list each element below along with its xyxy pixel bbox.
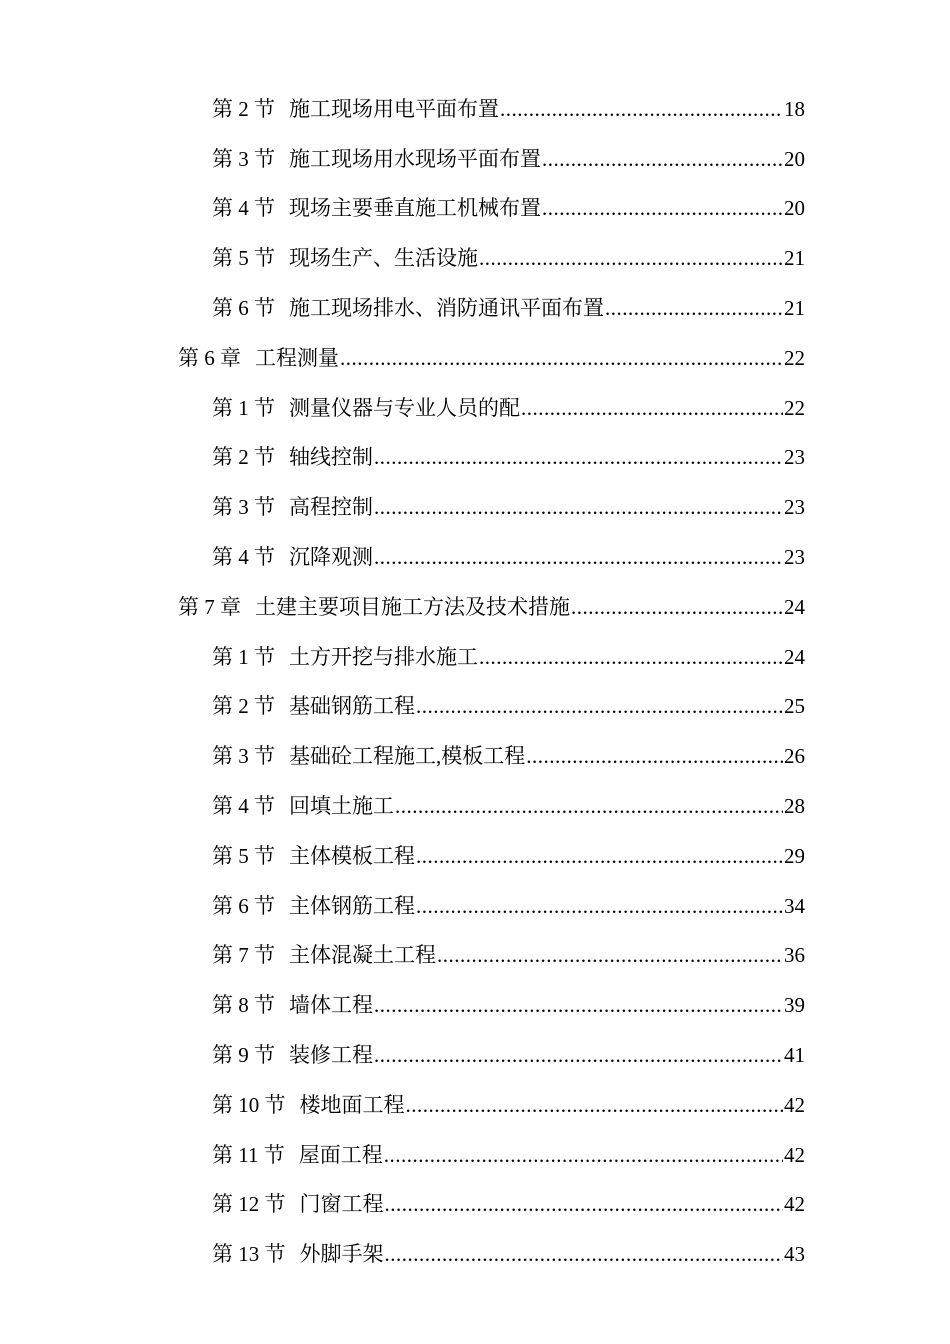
toc-entry-section[interactable]: [0, 233, 950, 283]
toc-dot-leader: [385, 1237, 784, 1271]
toc-entry-title: 现场主要垂直施工机械布置: [289, 196, 541, 221]
toc-entry-title: 回填土施工: [289, 794, 394, 819]
toc-page-number: 39: [784, 993, 805, 1018]
toc-dot-leader: [385, 1187, 784, 1221]
toc-entry-title: 工程测量: [255, 345, 339, 370]
toc-entry-title: 施工现场排水、消防通讯平面布置: [289, 296, 604, 321]
toc-entry-title: 基础砼工程施工,模板工程: [289, 744, 526, 769]
toc-entry-title: 主体钢筋工程: [289, 893, 415, 918]
toc-line: [212, 142, 950, 176]
toc-entry-section[interactable]: [0, 84, 950, 134]
toc-entry-number: 第 5 节: [212, 246, 275, 271]
toc-dot-leader: [526, 739, 783, 773]
toc-entry-number: 第 7 章: [178, 594, 241, 619]
toc-dot-leader: [416, 689, 783, 723]
toc-entry-number: 第 2 节: [212, 694, 275, 719]
toc-line: [212, 391, 950, 425]
toc-entry-chapter[interactable]: [0, 582, 950, 632]
toc-line: [212, 291, 950, 325]
toc-entry-section[interactable]: [0, 1030, 950, 1080]
toc-entry-number: 第 2 节: [212, 445, 275, 470]
toc-line: [212, 789, 950, 823]
toc-page-number: 20: [784, 196, 805, 221]
toc-page-number: 25: [784, 694, 805, 719]
toc-dot-leader: [416, 889, 783, 923]
toc-entry-title: 沉降观测: [289, 545, 373, 570]
toc-page-number: 29: [784, 843, 805, 868]
toc-entry-number: 第 6 章: [178, 345, 241, 370]
toc-line: [212, 1187, 950, 1221]
toc-entry-number: 第 4 节: [212, 794, 275, 819]
toc-entry-section[interactable]: [0, 134, 950, 184]
toc-entry-section[interactable]: [0, 980, 950, 1030]
toc-dot-leader: [340, 341, 783, 375]
toc-entry-section[interactable]: [0, 184, 950, 234]
toc-entry-title: 屋面工程: [298, 1142, 383, 1167]
toc-page-number: 20: [784, 146, 805, 171]
toc-entry-number: 第 3 节: [212, 146, 275, 171]
toc-line: [212, 1237, 950, 1271]
toc-page-number: 22: [784, 345, 805, 370]
toc-entry-section[interactable]: [0, 632, 950, 682]
toc-entry-number: 第 1 节: [212, 395, 275, 420]
toc-line: [212, 540, 950, 574]
toc-entry-title: 现场生产、生活设施: [289, 246, 478, 271]
toc-dot-leader: [395, 789, 783, 823]
toc-entry-section[interactable]: [0, 731, 950, 781]
toc-page-number: 28: [784, 794, 805, 819]
toc-entry-number: 第 10 节: [212, 1092, 286, 1117]
toc-entry-number: 第 6 节: [212, 893, 275, 918]
toc-entry-number: 第 6 节: [212, 296, 275, 321]
toc-entry-section[interactable]: [0, 383, 950, 433]
toc-dot-leader: [374, 490, 783, 524]
toc-entry-title: 测量仪器与专业人员的配: [289, 395, 520, 420]
toc-dot-leader: [374, 440, 783, 474]
toc-entry-number: 第 2 节: [212, 96, 275, 121]
toc-line: [212, 1038, 950, 1072]
toc-entry-section[interactable]: [0, 931, 950, 981]
toc-dot-leader: [479, 241, 783, 275]
toc-dot-leader: [374, 540, 783, 574]
toc-page-number: 26: [784, 744, 805, 769]
toc-page-number: 21: [784, 246, 805, 271]
toc-entry-number: 第 7 节: [212, 943, 275, 968]
toc-dot-leader: [571, 590, 783, 624]
toc-page-number: 23: [784, 495, 805, 520]
toc-line: [212, 938, 950, 972]
toc-entry-number: 第 1 节: [212, 644, 275, 669]
toc-entry-title: 基础钢筋工程: [289, 694, 415, 719]
toc-entry-title: 主体模板工程: [289, 843, 415, 868]
toc-dot-leader: [406, 1088, 784, 1122]
toc-entry-number: 第 4 节: [212, 196, 275, 221]
toc-entry-title: 门窗工程: [299, 1192, 384, 1217]
toc-entry-title: 装修工程: [289, 1043, 373, 1068]
toc-entry-section[interactable]: [0, 1080, 950, 1130]
toc-entry-section[interactable]: [0, 881, 950, 931]
toc-entry-section[interactable]: [0, 1130, 950, 1180]
toc-entry-section[interactable]: [0, 682, 950, 732]
toc-line: [178, 590, 950, 624]
toc-page-number: 34: [784, 893, 805, 918]
toc-page-number: 18: [784, 96, 805, 121]
toc-line: [212, 739, 950, 773]
toc-page-number: 43: [784, 1242, 805, 1267]
toc-entry-number: 第 4 节: [212, 545, 275, 570]
toc-line: [178, 341, 950, 375]
toc-page-number: 36: [784, 943, 805, 968]
toc-page-number: 23: [784, 445, 805, 470]
toc-page-number: 24: [784, 644, 805, 669]
toc-entry-title: 墙体工程: [289, 993, 373, 1018]
toc-entry-number: 第 12 节: [212, 1192, 286, 1217]
toc-line: [212, 191, 950, 225]
toc-dot-leader: [416, 839, 783, 873]
toc-dot-leader: [542, 191, 783, 225]
toc-entry-number: 第 11 节: [212, 1142, 285, 1167]
toc-entry-title: 高程控制: [289, 495, 373, 520]
toc-page-number: 24: [784, 594, 805, 619]
toc-page-number: 23: [784, 545, 805, 570]
toc-entry-title: 轴线控制: [289, 445, 373, 470]
toc-entry-number: 第 5 节: [212, 843, 275, 868]
toc-page-number: 21: [784, 296, 805, 321]
toc-page-number: 22: [784, 395, 805, 420]
toc-dot-leader: [437, 938, 783, 972]
toc-line: [212, 640, 950, 674]
toc-line: [212, 241, 950, 275]
toc-page-number: 42: [784, 1192, 805, 1217]
toc-entry-title: 土建主要项目施工方法及技术措施: [255, 594, 570, 619]
toc-entry-title: 外脚手架: [299, 1242, 384, 1267]
toc-entry-number: 第 13 节: [212, 1242, 286, 1267]
toc-page-number: 42: [784, 1092, 805, 1117]
toc-dot-leader: [542, 142, 783, 176]
toc-line: [212, 988, 950, 1022]
toc-line: [212, 1088, 950, 1122]
toc-entry-title: 土方开挖与排水施工: [289, 644, 478, 669]
toc-page-number: 41: [784, 1043, 805, 1068]
toc-entry-title: 主体混凝土工程: [289, 943, 436, 968]
toc-dot-leader: [374, 988, 783, 1022]
toc-dot-leader: [384, 1138, 783, 1172]
toc-entry-section[interactable]: [0, 433, 950, 483]
toc-line: [212, 92, 950, 126]
toc-entry-section[interactable]: [0, 1180, 950, 1230]
table-of-contents: [0, 84, 950, 1279]
toc-entry-section[interactable]: [0, 283, 950, 333]
toc-entry-section[interactable]: [0, 1229, 950, 1279]
toc-entry-section[interactable]: [0, 781, 950, 831]
toc-dot-leader: [605, 291, 783, 325]
toc-entry-chapter[interactable]: [0, 333, 950, 383]
toc-entry-title: 施工现场用水现场平面布置: [289, 146, 541, 171]
toc-dot-leader: [374, 1038, 783, 1072]
toc-dot-leader: [500, 92, 783, 126]
toc-dot-leader: [479, 640, 783, 674]
toc-page-number: 42: [784, 1142, 805, 1167]
toc-entry-title: 施工现场用电平面布置: [289, 96, 499, 121]
toc-entry-section[interactable]: [0, 831, 950, 881]
toc-line: [212, 889, 950, 923]
toc-line: [212, 440, 950, 474]
toc-entry-section[interactable]: [0, 482, 950, 532]
toc-entry-number: 第 3 节: [212, 495, 275, 520]
toc-line: [212, 689, 950, 723]
toc-dot-leader: [521, 391, 783, 425]
toc-entry-number: 第 8 节: [212, 993, 275, 1018]
toc-entry-title: 楼地面工程: [299, 1092, 405, 1117]
toc-line: [212, 1138, 950, 1172]
toc-line: [212, 490, 950, 524]
toc-entry-section[interactable]: [0, 532, 950, 582]
toc-line: [212, 839, 950, 873]
toc-entry-number: 第 3 节: [212, 744, 275, 769]
toc-entry-number: 第 9 节: [212, 1043, 275, 1068]
